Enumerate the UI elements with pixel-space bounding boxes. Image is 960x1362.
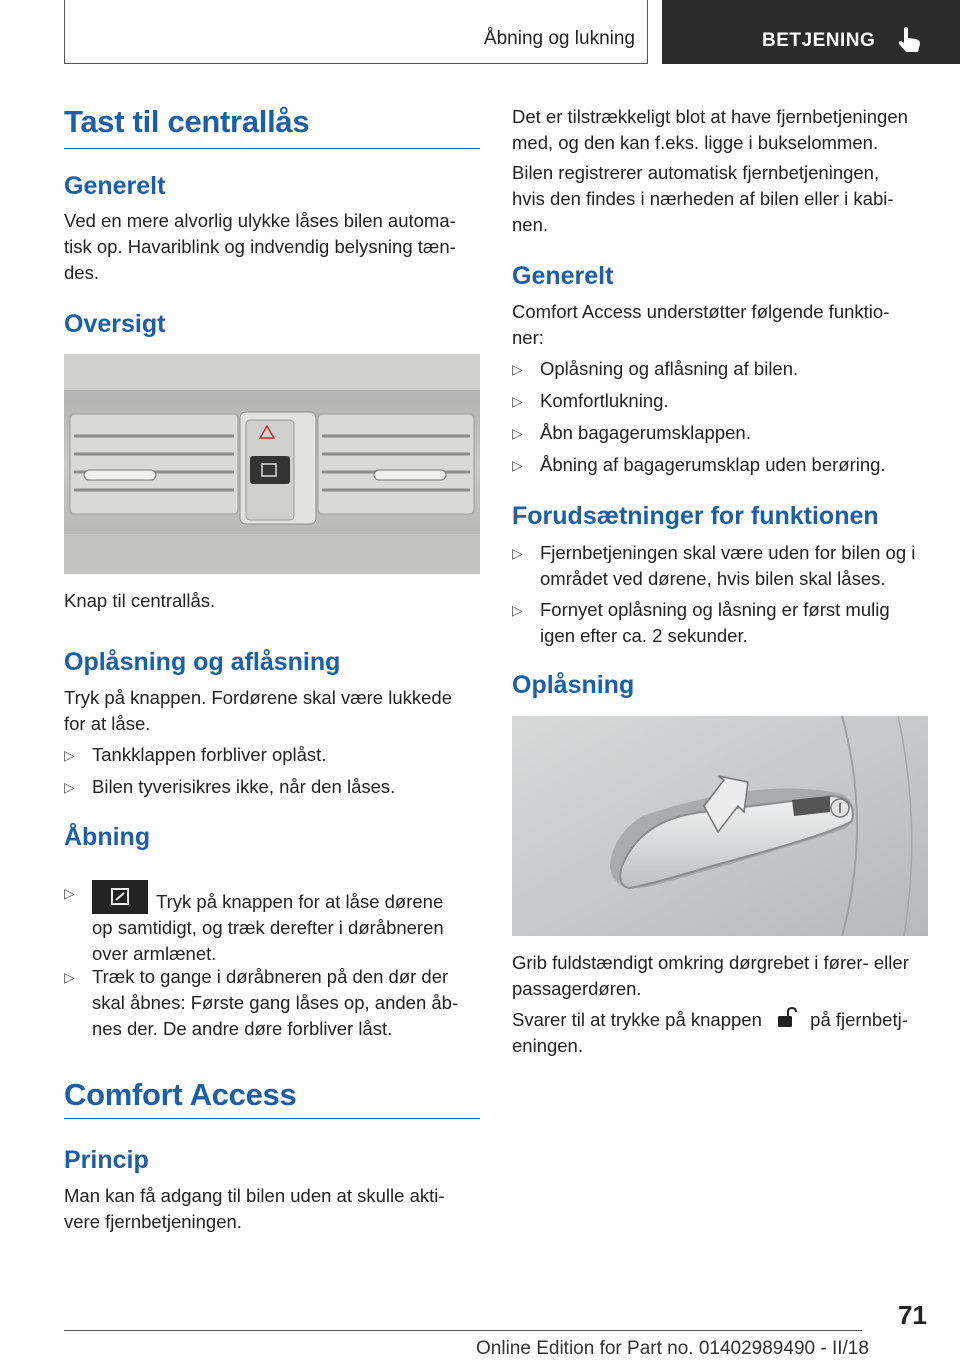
bullet-triangle-icon: ▷: [512, 361, 523, 377]
bullet-triangle-icon: ▷: [512, 545, 523, 561]
header-section-box: [64, 0, 648, 64]
list-item: ▷ Fjernbetjeningen skal være uden for bilen og i området ved dørene, hvis bilen skal låses.: [512, 542, 916, 589]
paragraph-grib: Grib fuldstændigt omkring dørgrebet i fører- eller passagerdøren.: [512, 952, 909, 999]
section-title-centrallaas: Tast til centrallås: [64, 104, 310, 139]
bullet-triangle-icon: ▷: [64, 885, 75, 901]
paragraph-intro-2: Bilen registrerer automatisk fjernbetjeningen, hvis den findes i nærheden af bilen eller i kabi- nen.: [512, 162, 894, 235]
bullet-triangle-icon: ▷: [512, 425, 523, 441]
bullet-triangle-icon: ▷: [64, 779, 75, 795]
list-item: ▷ Tankklappen forbliver oplåst.: [64, 742, 480, 768]
door-unlock-button-icon: [92, 880, 148, 914]
heading-aabning: Åbning: [64, 823, 151, 851]
figure-caption: Knap til centrallås.: [64, 590, 216, 611]
paragraph-svarer: Svarer til at trykke på knappen på fjernbetj- eningen.: [512, 1009, 908, 1056]
section-title-comfort-access: Comfort Access: [64, 1077, 297, 1112]
heading-oplaasning: Oplåsning: [512, 671, 635, 699]
page-number: 71: [898, 1300, 927, 1330]
heading-generelt: Generelt: [512, 262, 614, 290]
door-handle-photo: [512, 716, 928, 936]
heading-generelt: Generelt: [64, 172, 166, 200]
bullet-triangle-icon: ▷: [512, 457, 523, 473]
header-chapter-box: [662, 0, 960, 64]
list-item: ▷ Komfortlukning.: [512, 388, 930, 414]
bullet-triangle-icon: ▷: [64, 747, 75, 763]
pointing-hand-icon: [896, 26, 922, 54]
header-chapter-title: BETJENING: [762, 30, 876, 51]
list-item: ▷ Bilen tyverisikres ikke, når den låses.: [64, 774, 480, 800]
footer-rule: [64, 1330, 862, 1331]
list-item: ▷ Oplåsning og aflåsning af bilen.: [512, 356, 930, 382]
list-item: ▷ Åbn bagagerumsklappen.: [512, 420, 930, 446]
list-item: ▷ Åbning af bagagerumsklap uden berøring.: [512, 452, 930, 478]
title-rule: [64, 1118, 480, 1119]
paragraph-generelt: Comfort Access understøtter følgende funktio- ner:: [512, 301, 890, 348]
paragraph-intro: Det er tilstrækkeligt blot at have fjernbetjeningen med, og den kan f.eks. ligge i bukselommen.: [512, 106, 908, 153]
heading-oversigt: Oversigt: [64, 310, 166, 338]
bullet-triangle-icon: ▷: [512, 602, 523, 618]
paragraph-generelt: Ved en mere alvorlig ulykke låses bilen automa- tisk op. Havariblink og indvendig belysning tæn- des.: [64, 210, 456, 283]
central-lock-button-photo: [64, 354, 480, 574]
bullet-triangle-icon: ▷: [64, 969, 75, 985]
dashboard-vent-illustration: [64, 354, 480, 574]
list-item: ▷ Tryk på knappen for at låse dørene op samtidigt, og træk derefter i døråbneren over armlænet.: [64, 880, 480, 967]
bullet-triangle-icon: ▷: [512, 393, 523, 409]
footer-edition: Online Edition for Part no. 01402989490 - II/18: [476, 1338, 869, 1359]
unlock-padlock-icon: [771, 1007, 801, 1029]
list-item: ▷ Fornyet oplåsning og låsning er først mulig igen efter ca. 2 sekunder.: [512, 599, 890, 646]
heading-oplaasning-aflaasning: Oplåsning og aflåsning: [64, 648, 341, 676]
paragraph-princip: Man kan få adgang til bilen uden at skulle akti- vere fjernbetjeningen.: [64, 1185, 445, 1232]
paragraph-oplaasning: Tryk på knappen. Fordørene skal være lukkede for at låse.: [64, 687, 452, 734]
header-section-title: Åbning og lukning: [483, 28, 635, 49]
title-rule: [64, 148, 480, 149]
door-handle-illustration: [512, 716, 928, 936]
heading-princip: Princip: [64, 1146, 149, 1174]
list-item: ▷ Træk to gange i døråbneren på den dør der skal åbnes: Første gang låses op, anden åb- nes der. De andre døre forbliver låst.: [64, 966, 459, 1039]
heading-forudsaetninger: Forudsætninger for funktionen: [512, 502, 879, 530]
